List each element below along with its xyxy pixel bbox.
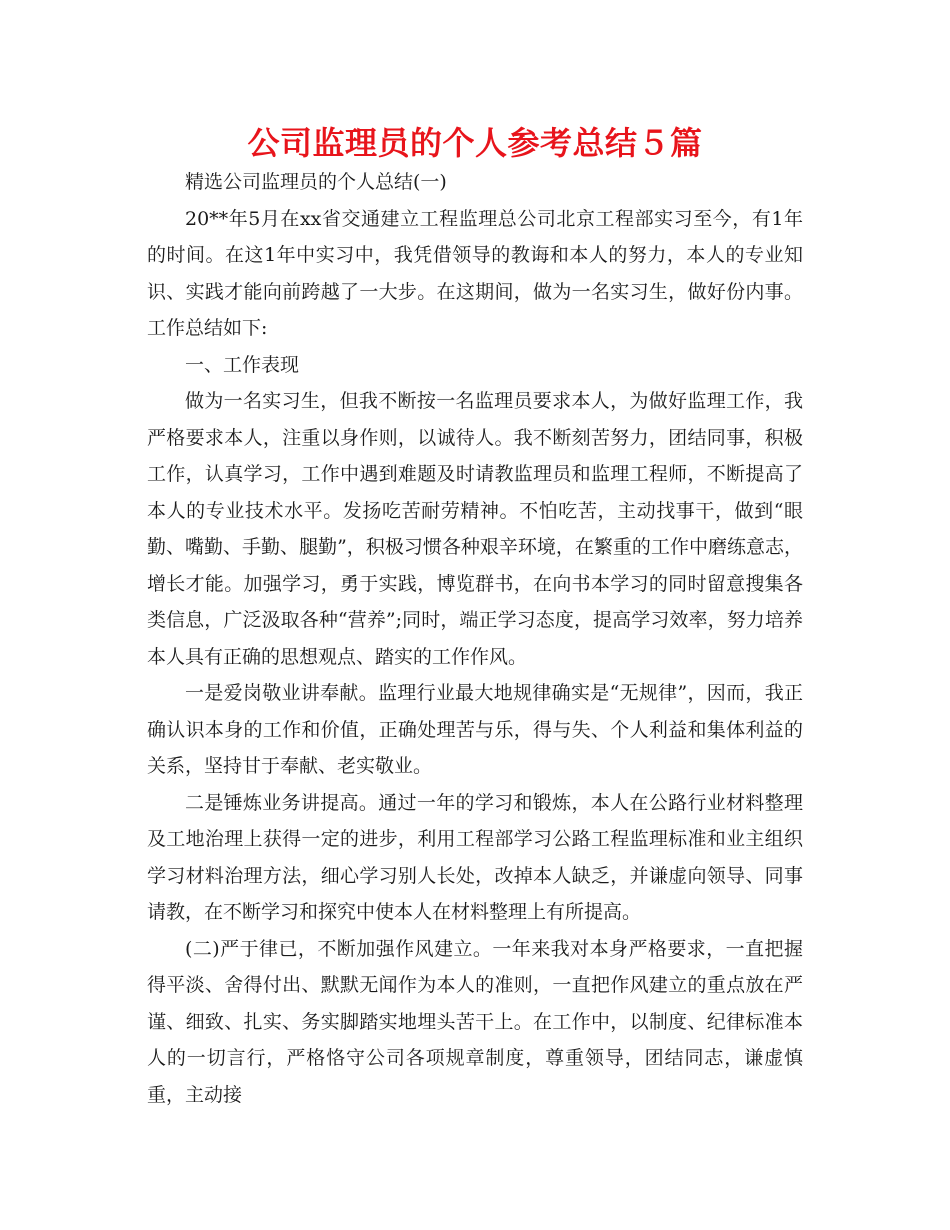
paragraph-self-discipline: (二)严于律已，不断加强作风建立。一年来我对本身严格要求，一直把握得平淡、舍得付出、默默无闻作为本人的准则，一直把作风建立的重点放在严谨、细致、扎实、务实脚踏实地埋头苦干上。在工作中，以制度、纪律标准本人的一切言行，严格恪守公司各项规章制度，尊重领导，团结同志，谦虚慎重，主动接 (147, 937, 803, 1106)
paragraph-dedication: 一是爱岗敬业讲奉献。监理行业最大地规律确实是“无规律”，因而，我正确认识本身的工作和价值，正确处理苦与乐，得与失、个人利益和集体利益的关系，坚持甘于奉献、老实敬业。 (147, 682, 803, 777)
paragraph-work-performance: 做为一名实习生，但我不断按一名监理员要求本人，为做好监理工作，我严格要求本人，注重以身作则，以诚待人。我不断刻苦努力，团结同事，积极工作，认真学习，工作中遇到难题及时请教监理员和监理工程师，不断提高了本人的专业技术水平。发扬吃苦耐劳精神。不怕吃苦，主动找事干，做到“眼勤、嘴勤、手勤、腿勤”，积极习惯各种艰辛环境，在繁重的工作中磨练意志，增长才能。加强学习，勇于实践，博览群书，在向书本学习的同时留意搜集各类信息，广泛汲取各种“营养”;同时，端正学习态度，提高学习效率，努力培养本人具有正确的思想观点、踏实的工作作风。 (147, 390, 803, 668)
paragraph-subtitle: 精选公司监理员的个人总结(一) (185, 171, 447, 193)
document-title: 公司监理员的个人参考总结５篇 (247, 124, 703, 162)
section-heading-work-performance: 一、工作表现 (185, 353, 300, 376)
paragraph-intro: 20**年5月在xx省交通建立工程监理总公司北京工程部实习至今，有1年的时间。在这1年中实习中，我凭借领导的教诲和本人的努力，本人的专业知识、实践才能向前跨越了一大步。在这期间，做为一名实习生，做好份内事。工作总结如下: (147, 207, 803, 339)
paragraph-skills: 二是锤炼业务讲提高。通过一年的学习和锻炼，本人在公路行业材料整理及工地治理上获得一定的进步，利用工程部学习公路工程监理标准和业主组织学习材料治理方法，细心学习别人长处，改掉本人缺乏，并谦虚向领导、同事请教，在不断学习和探究中使本人在材料整理上有所提高。 (147, 791, 803, 923)
document-body (147, 164, 803, 1113)
